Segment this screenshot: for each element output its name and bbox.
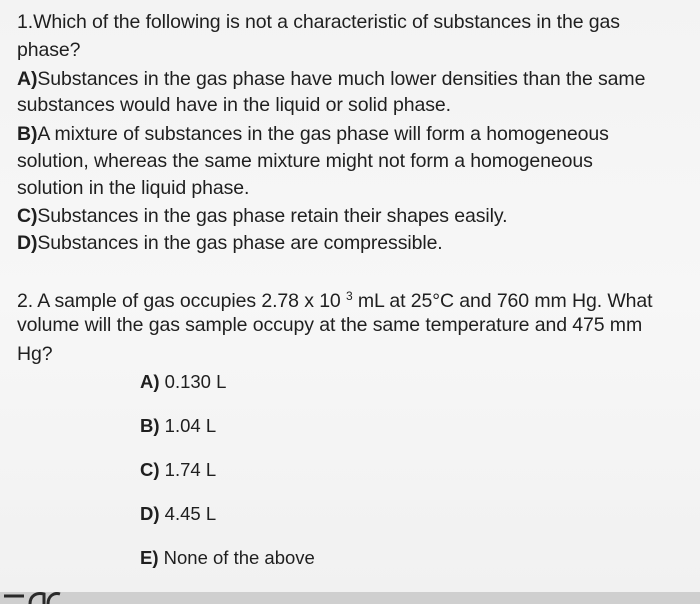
q1-option-c — [17, 204, 507, 228]
paper-edge-shadow — [0, 592, 700, 604]
q2-choice-c — [140, 458, 216, 482]
q2-choice-b-letter: B) — [140, 415, 160, 436]
q2-choice-b-text: 1.04 L — [159, 415, 217, 436]
q2-choice-c-letter: C) — [140, 459, 160, 480]
q1-option-a-line-2: substances would have in the liquid or solid phase. — [17, 94, 451, 116]
q2-choice-b — [140, 414, 216, 438]
q1-option-b-line-3: solution in the liquid phase. — [17, 177, 250, 199]
q1-option-d-letter: D) — [17, 232, 38, 254]
q1-option-b-letter: B) — [17, 123, 38, 145]
q2-choice-a — [140, 370, 226, 394]
q2-line1-pre: 2. A sample of gas occupies 2.78 x 10 — [17, 290, 341, 312]
q1-option-a-line-1 — [17, 67, 645, 91]
q1-option-c-text: Substances in the gas phase retain their shapes easily. — [37, 205, 508, 227]
q2-choice-a-text: 0.130 L — [159, 371, 227, 392]
q2-choice-e-letter: E) — [140, 547, 159, 568]
q2-choice-a-letter: A) — [140, 371, 160, 392]
q2-choice-c-text: 1.74 L — [159, 459, 217, 480]
q2-line1-post: mL at 25°C and 760 mm Hg. What — [352, 290, 653, 312]
q1-option-b-line-1 — [17, 122, 609, 146]
partial-text-fragment-icon — [0, 584, 70, 604]
q2-choice-d-text: 4.45 L — [159, 503, 217, 524]
q1-option-b-line-2: solution, whereas the same mixture might not form a homogeneous — [17, 150, 593, 172]
q2-choice-e-text: None of the above — [158, 547, 315, 568]
q2-choice-e — [140, 546, 315, 570]
q2-choice-d-letter: D) — [140, 503, 160, 524]
question-1-text-line-2: phase? — [17, 39, 81, 61]
q1-option-a-letter: A) — [17, 68, 38, 90]
q1-option-a-text-1: Substances in the gas phase have much lower densities than the same — [37, 68, 646, 90]
q2-exponent: 3 — [346, 289, 353, 303]
question-1-text-line-1: 1.Which of the following is not a characteristic of substances in the gas — [17, 11, 620, 33]
q1-option-d — [17, 231, 443, 255]
question-2-text-line-1 — [17, 284, 652, 313]
question-2-text-line-3: Hg? — [17, 343, 53, 365]
q1-option-b-text-1: A mixture of substances in the gas phase will form a homogeneous — [37, 123, 609, 145]
q2-choice-d — [140, 502, 216, 526]
q1-option-d-text: Substances in the gas phase are compressible. — [37, 232, 443, 254]
q1-option-c-letter: C) — [17, 205, 38, 227]
question-2-text-line-2: volume will the gas sample occupy at the same temperature and 475 mm — [17, 314, 643, 336]
